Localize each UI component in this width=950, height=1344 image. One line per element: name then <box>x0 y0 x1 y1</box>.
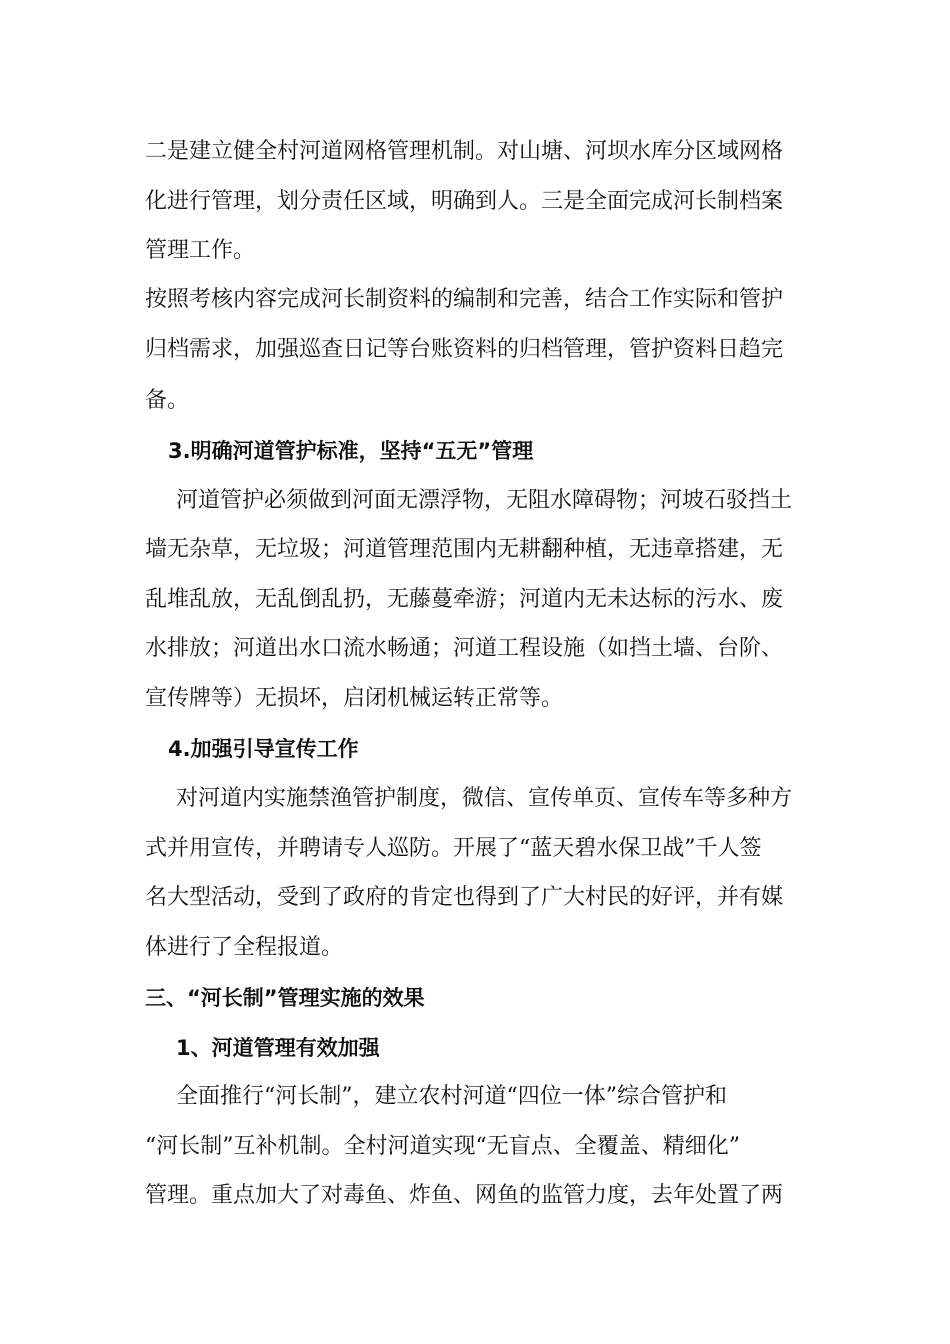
paragraph-line: 归档需求，加强巡查日记等台账资料的归档管理，管护资料日趋完 <box>145 337 784 362</box>
paragraph-line: 式并用宣传，并聘请专人巡防。开展了“蓝天碧水保卫战”千人签 <box>145 836 762 861</box>
paragraph-line: 对河道内实施禁渔管护制度，微信、宣传单页、宣传车等多种方 <box>176 786 793 811</box>
chapter-heading: 三、“河长制”管理实施的效果 <box>145 986 425 1010</box>
subsection-heading: 1、河道管理有效加强 <box>176 1036 380 1060</box>
paragraph-line: 水排放；河道出水口流水畅通；河道工程设施（如挡土墙、台阶、 <box>145 636 784 661</box>
paragraph-line: 化进行管理，划分责任区域，明确到人。三是全面完成河长制档案 <box>145 189 784 214</box>
section-heading: 4.加强引导宣传工作 <box>168 737 359 761</box>
paragraph-line: 按照考核内容完成河长制资料的编制和完善，结合工作实际和管护 <box>145 287 784 312</box>
paragraph-line: 河道管护必须做到河面无漂浮物，无阻水障碍物；河坡石驳挡土 <box>176 488 793 513</box>
paragraph-line: “河长制”互补机制。全村河道实现“无盲点、全覆盖、精细化” <box>145 1134 740 1159</box>
paragraph-line: 全面推行“河长制”，建立农村河道“四位一体”综合管护和 <box>176 1084 727 1109</box>
paragraph-line: 宣传牌等）无损坏，启闭机械运转正常等。 <box>145 686 564 711</box>
paragraph-line: 墙无杂草，无垃圾；河道管理范围内无耕翻种植，无违章搭建，无 <box>145 537 784 562</box>
paragraph-line: 二是建立健全村河道网格管理机制。对山塘、河坝水库分区域网格 <box>145 139 784 164</box>
paragraph-line: 管理工作。 <box>145 238 256 263</box>
section-heading: 3.明确河道管护标准，坚持“五无”管理 <box>168 439 534 463</box>
paragraph-line: 管理。重点加大了对毒鱼、炸鱼、网鱼的监管力度，去年处置了两 <box>145 1183 784 1208</box>
paragraph-line: 体进行了全程报道。 <box>145 935 344 960</box>
paragraph-line: 名大型活动，受到了政府的肯定也得到了广大村民的好评，并有媒 <box>145 885 784 910</box>
paragraph-line: 备。 <box>145 388 190 413</box>
paragraph-line: 乱堆乱放，无乱倒乱扔，无藤蔓牵游；河道内无未达标的污水、废 <box>145 587 784 612</box>
